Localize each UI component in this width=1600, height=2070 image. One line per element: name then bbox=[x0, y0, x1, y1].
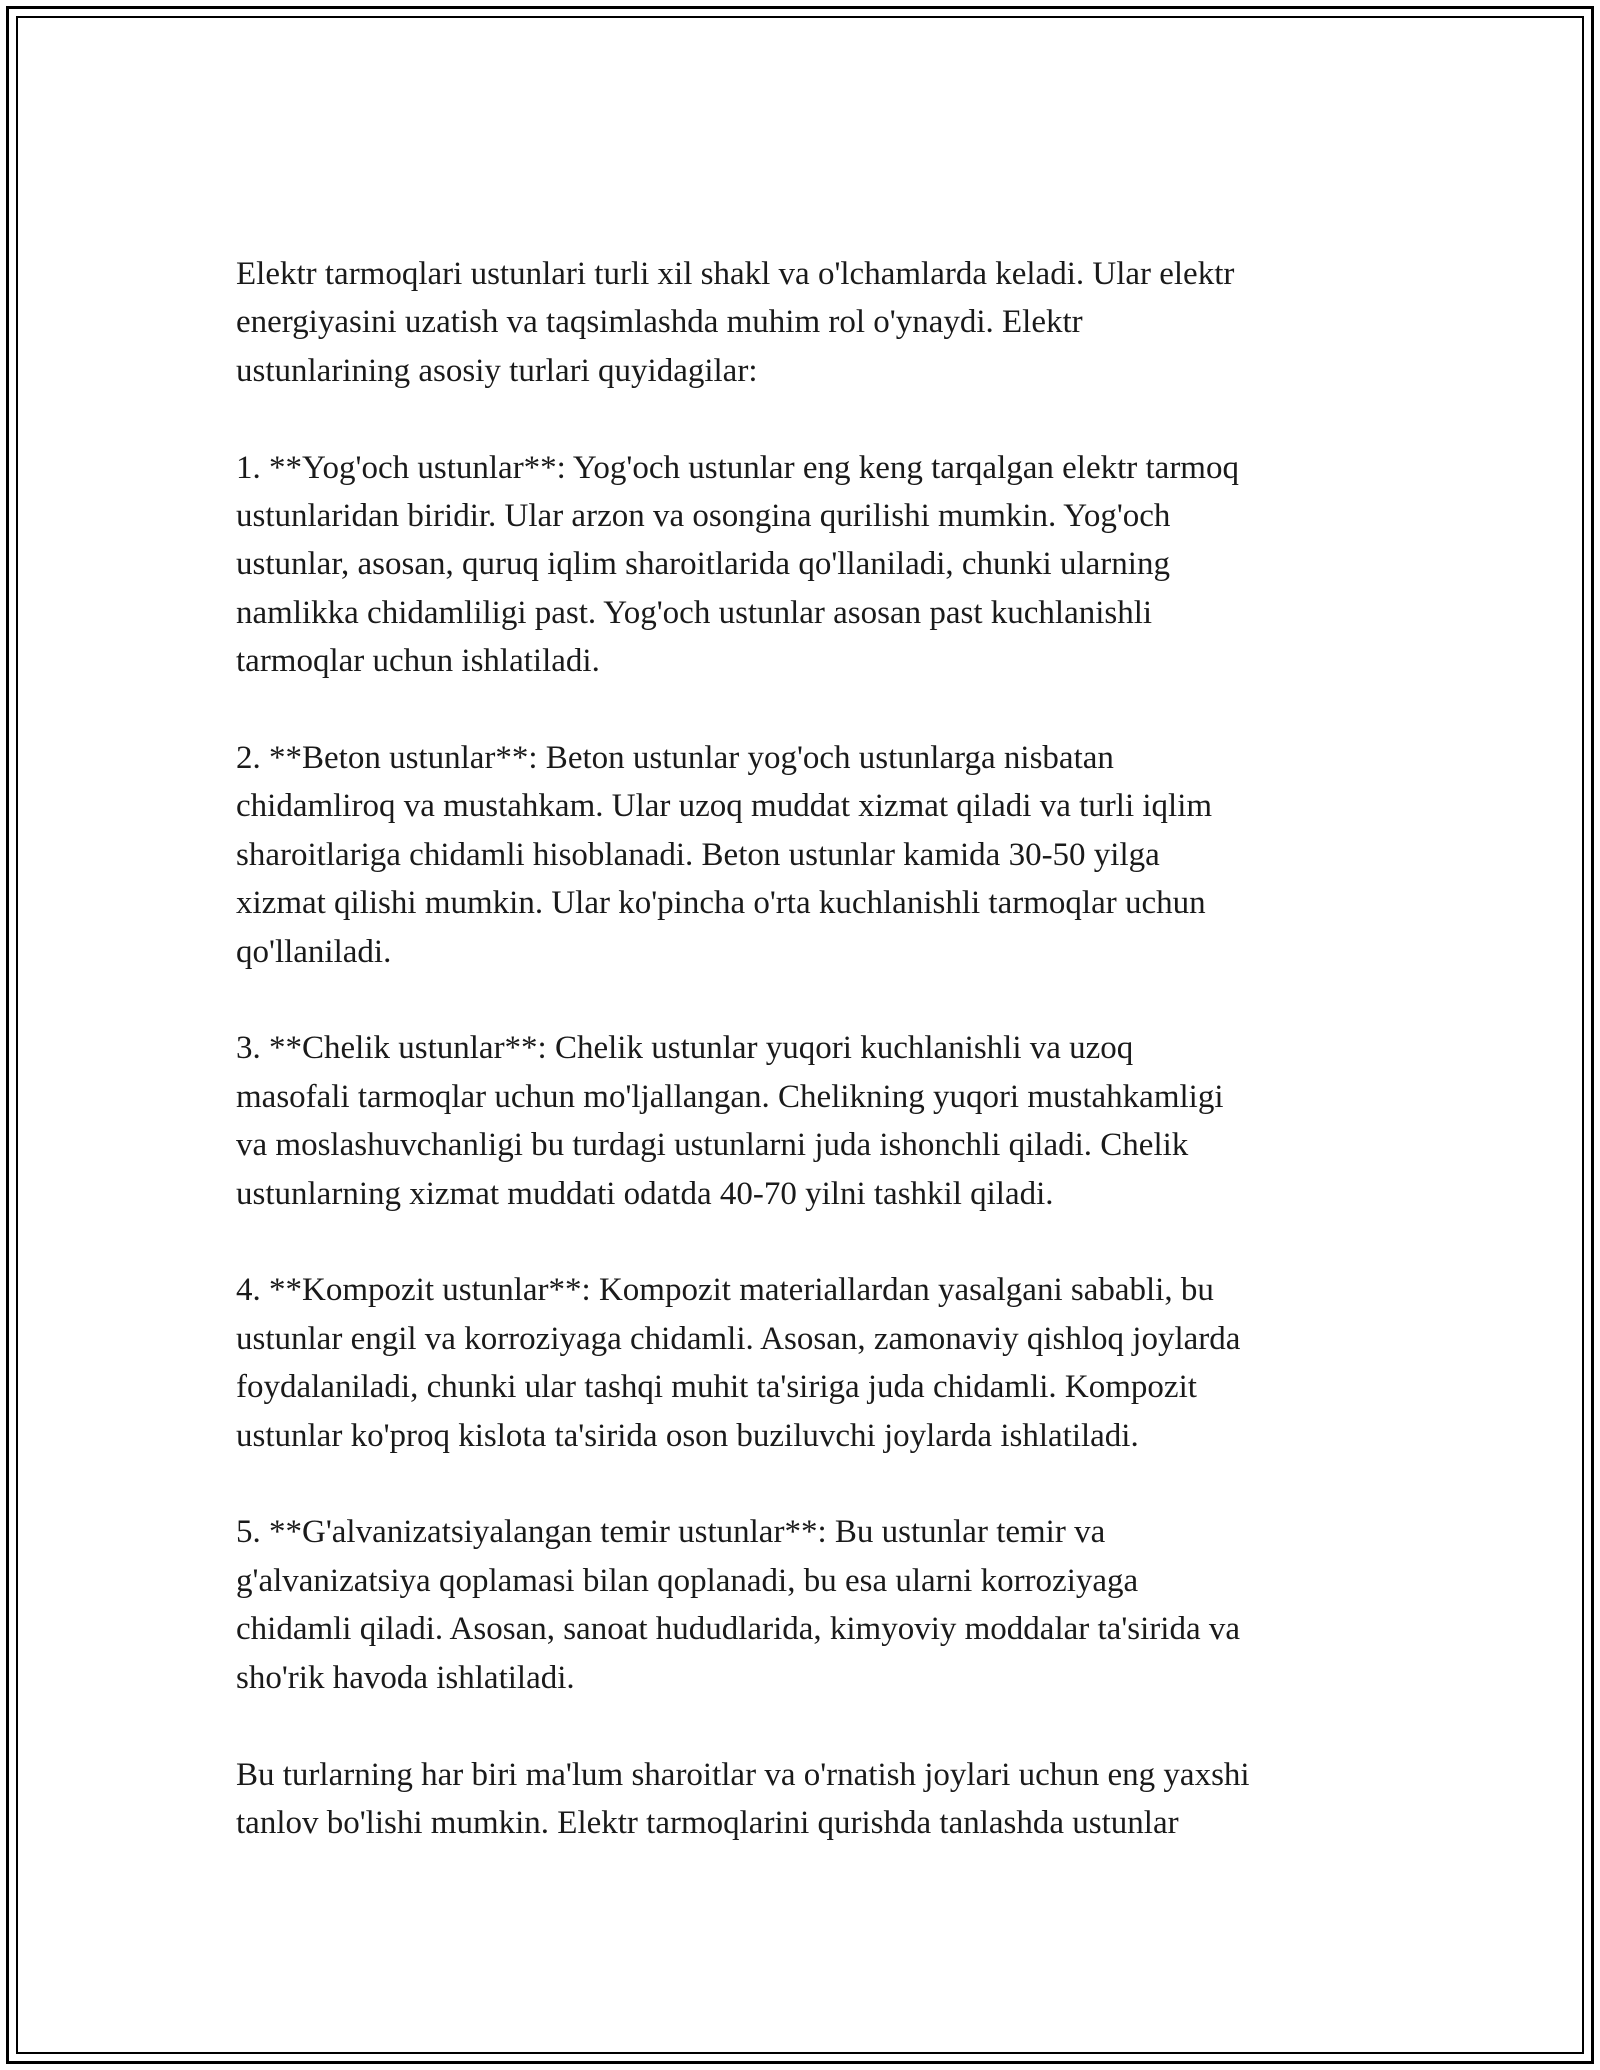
text-line: xizmat qilishi mumkin. Ular ko'pincha o'rta kuchlanishli tarmoqlar uchun bbox=[236, 885, 1206, 922]
paragraph-conclusion bbox=[236, 1751, 1376, 1848]
paragraph-item-5 bbox=[236, 1508, 1376, 1702]
text-line: va moslashuvchanligi bu turdagi ustunlarni juda ishonchli qiladi. Chelik bbox=[236, 1127, 1189, 1164]
text-line: chidamli qiladi. Asosan, sanoat hududlarida, kimyoviy moddalar ta'sirida va bbox=[236, 1611, 1240, 1648]
text-line: 5. **G'alvanizatsiyalangan temir ustunlar**: Bu ustunlar temir va bbox=[236, 1514, 1106, 1551]
text-line: chidamliroq va mustahkam. Ular uzoq muddat xizmat qiladi va turli iqlim bbox=[236, 788, 1213, 825]
text-line: ustunlar ko'proq kislota ta'sirida oson buziluvchi joylarda ishlatiladi. bbox=[236, 1417, 1139, 1454]
text-line: foydalaniladi, chunki ular tashqi muhit ta'siriga juda chidamli. Kompozit bbox=[236, 1369, 1197, 1406]
text-line: tarmoqlar uchun ishlatiladi. bbox=[236, 643, 600, 680]
text-line: energiyasini uzatish va taqsimlashda muhim rol o'ynaydi. Elektr bbox=[236, 304, 1083, 341]
text-line: sharoitlariga chidamli hisoblanadi. Beton ustunlar kamida 30-50 yilga bbox=[236, 836, 1160, 873]
text-line: ustunlar engil va korroziyaga chidamli. Asosan, zamonaviy qishloq joylarda bbox=[236, 1320, 1241, 1357]
text-line: Elektr tarmoqlari ustunlari turli xil shakl va o'lchamlarda keladi. Ular elektr bbox=[236, 256, 1235, 292]
text-line: 2. **Beton ustunlar**: Beton ustunlar yog'och ustunlarga nisbatan bbox=[236, 740, 1114, 777]
paragraph-item-4 bbox=[236, 1266, 1376, 1460]
paragraph-item-1 bbox=[236, 444, 1376, 686]
text-line: 1. **Yog'och ustunlar**: Yog'och ustunlar eng keng tarqalgan elektr tarmoq bbox=[236, 449, 1239, 486]
text-line: 3. **Chelik ustunlar**: Chelik ustunlar yuqori kuchlanishli va uzoq bbox=[236, 1030, 1134, 1067]
text-line: ustunlarining asosiy turlari quyidagilar: bbox=[236, 352, 758, 389]
paragraph-intro bbox=[236, 250, 1376, 395]
text-line: masofali tarmoqlar uchun mo'ljallangan. Chelikning yuqori mustahkamligi bbox=[236, 1078, 1224, 1115]
text-line: tanlov bo'lishi mumkin. Elektr tarmoqlarini qurishda tanlashda ustunlar bbox=[236, 1804, 1179, 1841]
text-line: ustunlarning xizmat muddati odatda 40-70 yilni tashkil qiladi. bbox=[236, 1175, 1054, 1212]
text-line: qo'llaniladi. bbox=[236, 933, 392, 970]
text-line: namlikka chidamliligi past. Yog'och ustunlar asosan past kuchlanishli bbox=[236, 594, 1153, 631]
text-line: Bu turlarning har biri ma'lum sharoitlar va o'rnatish joylari uchun eng yaxshi bbox=[236, 1756, 1250, 1793]
text-line: 4. **Kompozit ustunlar**: Kompozit materiallardan yasalgani sababli, bu bbox=[236, 1272, 1214, 1309]
text-line: ustunlar, asosan, quruq iqlim sharoitlarida qo'llaniladi, chunki ularning bbox=[236, 546, 1170, 583]
document-body bbox=[236, 250, 1376, 1847]
paragraph-item-2 bbox=[236, 734, 1376, 976]
text-line: ustunlaridan biridir. Ular arzon va osongina qurilishi mumkin. Yog'och bbox=[236, 498, 1171, 535]
text-line: sho'rik havoda ishlatiladi. bbox=[236, 1659, 575, 1696]
text-line: g'alvanizatsiya qoplamasi bilan qoplanadi, bu esa ularni korroziyaga bbox=[236, 1562, 1139, 1599]
paragraph-item-3 bbox=[236, 1024, 1376, 1218]
